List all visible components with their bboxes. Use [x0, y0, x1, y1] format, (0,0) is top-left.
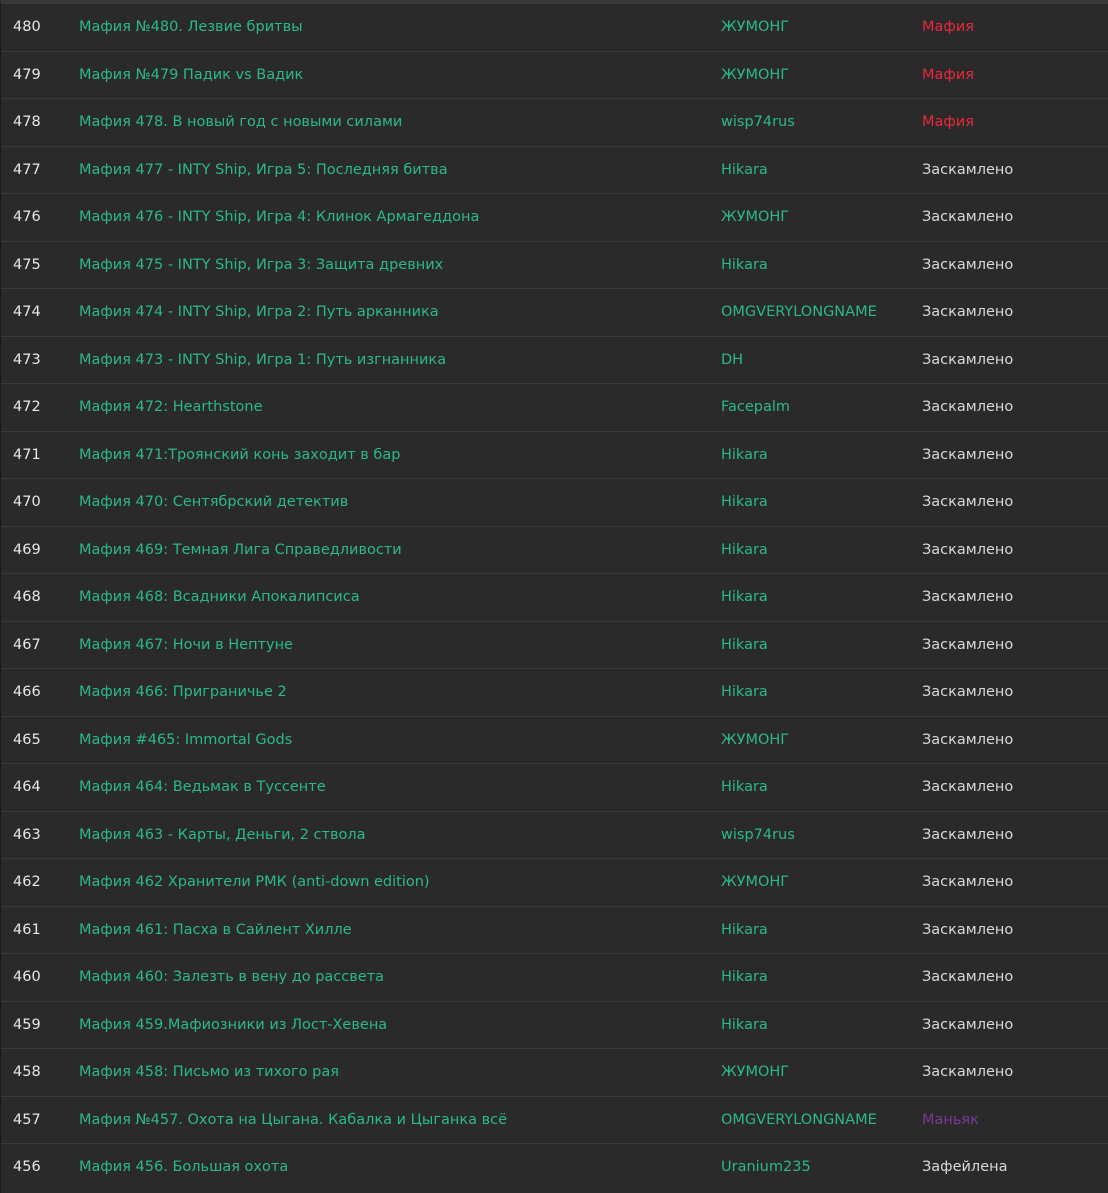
table-row [1, 479, 1108, 527]
game-title-link[interactable]: Мафия №480. Лезвие бритвы [79, 19, 303, 35]
game-title-link[interactable]: Мафия 477 - INTY Ship, Игра 5: Последняя битва [79, 161, 448, 178]
game-host-link[interactable]: Hikara [721, 541, 768, 558]
game-host-link[interactable]: Hikara [721, 779, 768, 795]
table-row [1, 764, 1108, 812]
game-number: 464 [13, 779, 41, 795]
game-title-link[interactable]: Мафия 469: Темная Лига Справедливости [79, 541, 402, 558]
table-row [1, 194, 1108, 242]
table-row [1, 432, 1108, 480]
game-title-link[interactable]: Мафия 458: Письмо из тихого рая [79, 1064, 339, 1080]
game-result: Заскамлено [922, 351, 1014, 368]
game-title-link[interactable]: Мафия 468: Всадники Апокалипсиса [79, 589, 360, 605]
game-host-link[interactable]: wisp74rus [721, 114, 795, 130]
game-number: 476 [13, 209, 41, 225]
game-title-link[interactable]: Мафия 463 - Карты, Деньги, 2 ствола [79, 826, 366, 843]
game-result: Заскамлено [922, 446, 1014, 463]
game-host-link[interactable]: ЖУМОНГ [721, 874, 790, 890]
game-number: 460 [13, 969, 41, 985]
game-title-link[interactable]: Мафия №479 Падик vs Вадик [79, 66, 304, 83]
game-result: Мафия [922, 114, 974, 130]
game-number: 469 [13, 541, 41, 558]
game-host-link[interactable]: OMGVERYLONGNAME [721, 1111, 877, 1128]
game-host-link[interactable]: OMGVERYLONGNAME [721, 304, 877, 320]
game-title-link[interactable]: Мафия 475 - INTY Ship, Игра 3: Защита древних [79, 256, 444, 273]
game-result: Заскамлено [922, 1064, 1014, 1080]
game-host-link[interactable]: Hikara [721, 921, 768, 938]
game-result: Заскамлено [922, 161, 1014, 178]
game-title-link[interactable]: Мафия 462 Хранители РМК (anti-down edition) [79, 874, 430, 890]
game-result: Заскамлено [922, 304, 1014, 320]
game-host-link[interactable]: ЖУМОНГ [721, 1064, 790, 1080]
game-number: 466 [13, 684, 41, 700]
game-number: 468 [13, 589, 41, 605]
table-row [1, 99, 1108, 147]
game-result: Заскамлено [922, 494, 1014, 510]
table-row [1, 527, 1108, 575]
game-number: 467 [13, 636, 41, 653]
game-number: 463 [13, 826, 41, 843]
game-number: 461 [13, 921, 41, 938]
game-title-link[interactable]: Мафия 456. Большая охота [79, 1159, 289, 1175]
table-row [1, 812, 1108, 860]
game-result: Заскамлено [922, 256, 1014, 273]
table-row [1, 1144, 1108, 1192]
game-result: Заскамлено [922, 589, 1014, 605]
table-row [1, 717, 1108, 765]
table-row [1, 242, 1108, 290]
game-number: 474 [13, 304, 41, 320]
table-row [1, 4, 1108, 52]
game-host-link[interactable]: ЖУМОНГ [721, 209, 790, 225]
game-number: 465 [13, 731, 41, 748]
game-host-link[interactable]: Hikara [721, 161, 768, 178]
game-number: 471 [13, 446, 41, 463]
game-result: Заскамлено [922, 399, 1014, 415]
game-host-link[interactable]: ЖУМОНГ [721, 19, 790, 35]
game-result: Заскамлено [922, 731, 1014, 748]
table-row [1, 859, 1108, 907]
table-row [1, 954, 1108, 1002]
game-title-link[interactable]: Мафия 460: Залезть в вену до рассвета [79, 969, 385, 985]
game-result: Мафия [922, 66, 974, 83]
table-row [1, 574, 1108, 622]
game-result: Заскамлено [922, 541, 1014, 558]
table-row [1, 337, 1108, 385]
table-row [1, 1002, 1108, 1050]
game-number: 472 [13, 399, 41, 415]
game-result: Заскамлено [922, 921, 1014, 938]
table-row [1, 147, 1108, 195]
game-title-link[interactable]: Мафия 459.Мафиозники из Лост-Хевена [79, 1016, 388, 1033]
game-number: 473 [13, 351, 41, 368]
game-host-link[interactable]: Hikara [721, 256, 768, 273]
table-row [1, 1097, 1108, 1145]
game-result: Заскамлено [922, 969, 1014, 985]
game-result: Заскамлено [922, 684, 1014, 700]
game-host-link[interactable]: Hikara [721, 636, 768, 653]
game-host-link[interactable]: Hikara [721, 446, 768, 463]
game-number: 480 [13, 19, 41, 35]
game-title-link[interactable]: Мафия 470: Сентябрский детектив [79, 494, 349, 510]
game-number: 462 [13, 874, 41, 890]
game-title-link[interactable]: Мафия 474 - INTY Ship, Игра 2: Путь арканника [79, 304, 439, 320]
game-result: Заскамлено [922, 826, 1014, 843]
game-result: Мафия [922, 19, 974, 35]
game-title-link[interactable]: Мафия 478. В новый год с новыми силами [79, 114, 403, 130]
game-result: Зафейлена [922, 1159, 1008, 1175]
game-host-link[interactable]: Facepalm [721, 399, 791, 415]
game-number: 477 [13, 161, 41, 178]
table-row [1, 384, 1108, 432]
table-row [1, 52, 1108, 100]
game-title-link[interactable]: Мафия 461: Пасха в Сайлент Хилле [79, 921, 352, 938]
game-number: 479 [13, 66, 41, 83]
table-row [1, 669, 1108, 717]
table-row [1, 622, 1108, 670]
game-host-link[interactable]: Hikara [721, 1016, 768, 1033]
game-result: Заскамлено [922, 209, 1014, 225]
game-host-link[interactable]: Hikara [721, 589, 768, 605]
game-result: Маньяк [922, 1111, 979, 1128]
game-title-link[interactable]: Мафия 476 - INTY Ship, Игра 4: Клинок Армагеддона [79, 209, 480, 225]
game-host-link[interactable]: wisp74rus [721, 826, 795, 843]
game-result: Заскамлено [922, 636, 1014, 653]
game-number: 458 [13, 1064, 41, 1080]
table-row [1, 907, 1108, 955]
game-number: 478 [13, 114, 41, 130]
game-result: Заскамлено [922, 1016, 1014, 1033]
game-title-link[interactable]: Мафия #465: Immortal Gods [79, 731, 293, 748]
game-title-link[interactable]: Мафия 472: Hearthstone [79, 399, 263, 415]
game-number: 459 [13, 1016, 41, 1033]
table-row [1, 289, 1108, 337]
game-title-link[interactable]: Мафия 467: Ночи в Нептуне [79, 636, 293, 653]
game-host-link[interactable]: ЖУМОНГ [721, 731, 790, 748]
table-row [1, 1049, 1108, 1097]
game-host-link[interactable]: Uranium235 [721, 1159, 811, 1175]
game-number: 470 [13, 494, 41, 510]
game-title-link[interactable]: Мафия 471:Троянский конь заходит в бар [79, 446, 401, 463]
game-number: 456 [13, 1159, 41, 1175]
game-host-link[interactable]: Hikara [721, 494, 768, 510]
game-result: Заскамлено [922, 874, 1014, 890]
game-host-link[interactable]: Hikara [721, 684, 768, 700]
game-host-link[interactable]: DH [721, 351, 744, 368]
game-title-link[interactable]: Мафия №457. Охота на Цыгана. Кабалка и Цыганка всё [79, 1111, 508, 1128]
game-number: 457 [13, 1111, 41, 1128]
game-result: Заскамлено [922, 779, 1014, 795]
game-number: 475 [13, 256, 41, 273]
game-title-link[interactable]: Мафия 464: Ведьмак в Туссенте [79, 779, 326, 795]
game-host-link[interactable]: ЖУМОНГ [721, 66, 790, 83]
game-title-link[interactable]: Мафия 466: Приграничье 2 [79, 684, 287, 700]
game-host-link[interactable]: Hikara [721, 969, 768, 985]
game-title-link[interactable]: Мафия 473 - INTY Ship, Игра 1: Путь изгнанника [79, 351, 447, 368]
